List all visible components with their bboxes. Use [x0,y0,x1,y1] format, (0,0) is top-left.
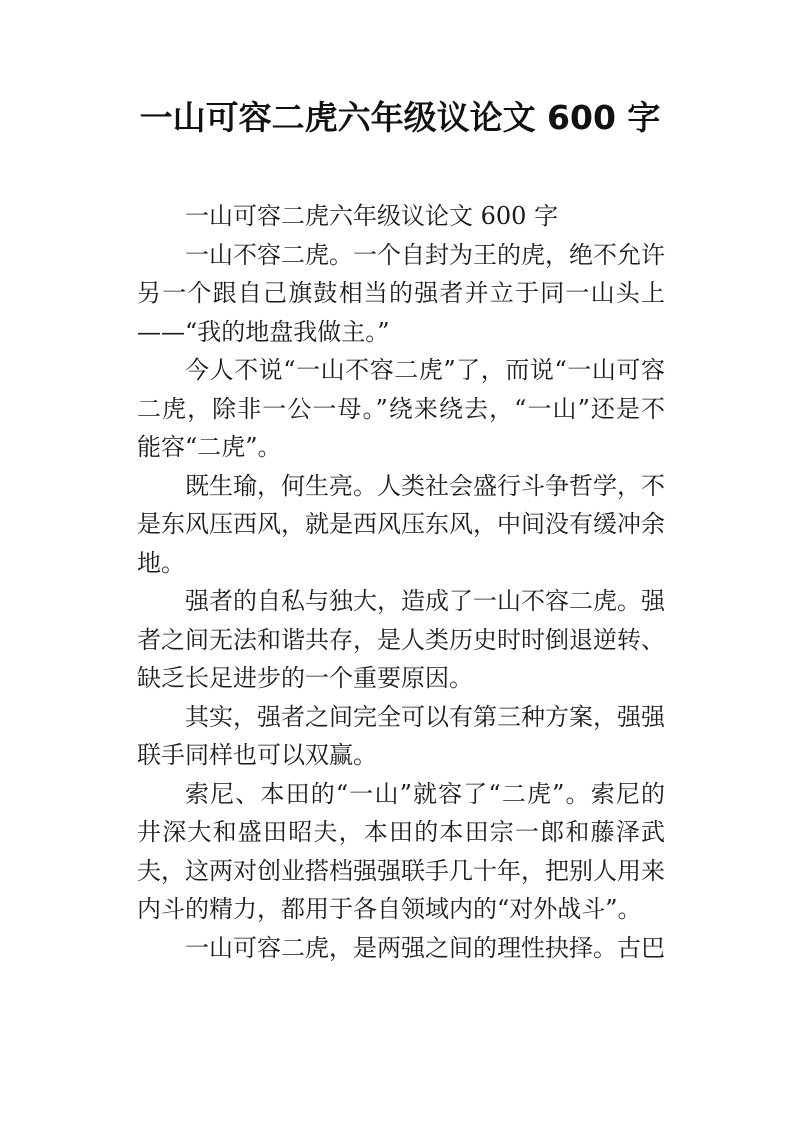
document-body [137,197,665,967]
paragraph: 其实，强者之间完全可以有第三种方案，强强联手同样也可以双赢。 [137,702,665,769]
paragraph-subtitle: 一山可容二虎六年级议论文 600 字 [185,202,559,230]
paragraph: 强者的自私与独大，造成了一山不容二虎。强者之间无法和谐共存，是人类历史时时倒退逆转、缺乏长足进步的一个重要原因。 [137,587,665,692]
paragraph: 一山可容二虎，是两强之间的理性抉择。古巴 [185,933,665,962]
paragraph: 索尼、本田的“一山”就容了“二虎”。索尼的井深大和盛田昭夫，本田的本田宗一郎和藤泽武夫，这两对创业搭档强强联手几十年，把别人用来内斗的精力，都用于各自领域内的“对外战斗”。 [137,779,665,923]
paragraph: 既生瑜，何生亮。人类社会盛行斗争哲学，不是东风压西风，就是西风压东风，中间没有缓冲余地。 [137,471,665,577]
document-title: 一山可容二虎六年级议论文 600 字 [139,98,661,137]
paragraph: 今人不说“一山不容二虎”了，而说“一山可容二虎，除非一公一母。”绕来绕去，“一山”还是不能容“二虎”。 [137,356,665,461]
paragraph: 一山不容二虎。一个自封为王的虎，绝不允许另一个跟自己旗鼓相当的强者并立于同一山头上——“我的地盘我做主。” [137,240,665,346]
